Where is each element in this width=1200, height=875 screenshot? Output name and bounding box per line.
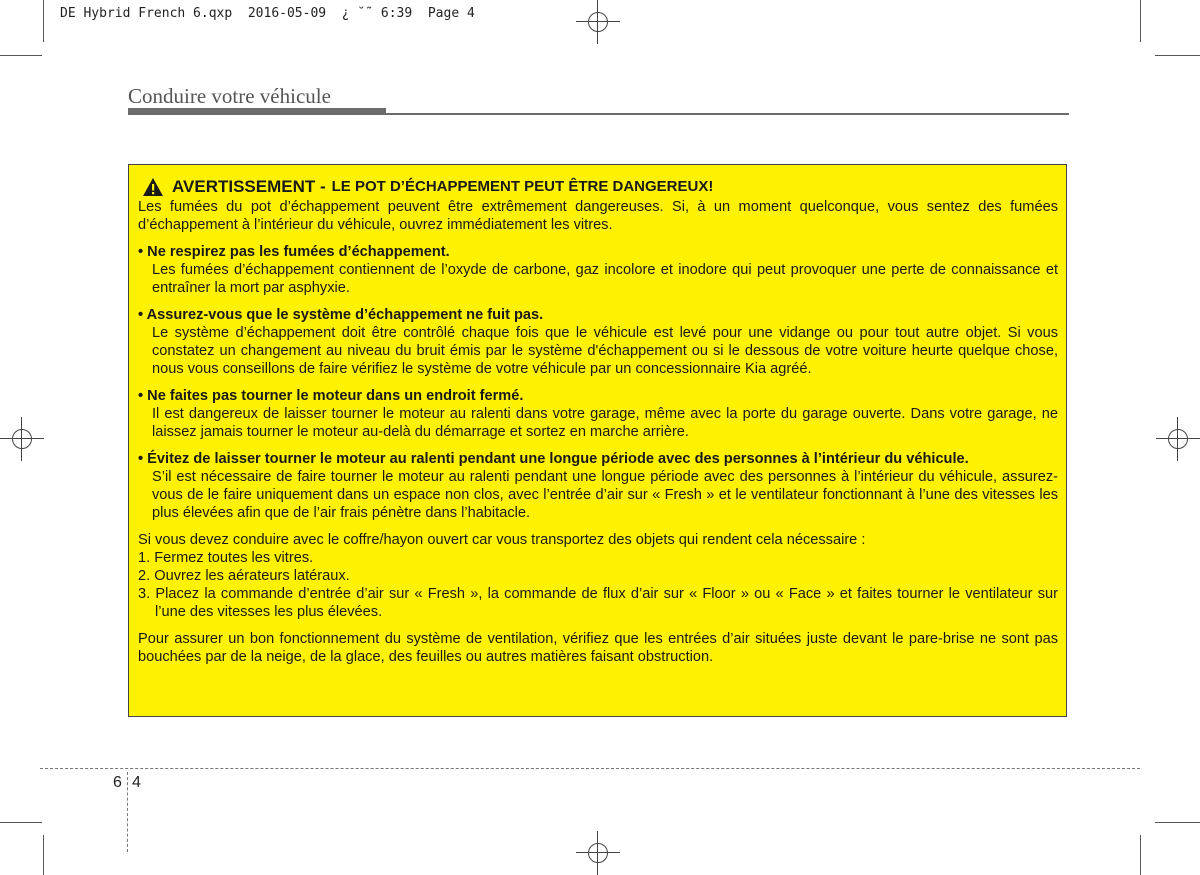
section-title: Conduire votre véhicule [128, 84, 331, 108]
footer-dashed-rule [40, 768, 1140, 769]
warning-title [142, 176, 1058, 198]
warning-box [128, 164, 1067, 717]
step-item: 1. Fermez toutes les vitres. [138, 550, 314, 566]
section-title-rule-thin [386, 113, 1069, 115]
crop-mark-bottom-right-v [1140, 835, 1141, 875]
registration-mark-left [10, 427, 34, 451]
step-item: 3. Placez la commande d’entrée d’air sur « Fresh », la commande de flux d’air sur « Floor » ou « Face » et faites tourner le ventilateur sur l’une des vitesses les plus élevées. [138, 586, 1058, 620]
bullet-body: Les fumées d’échappement contiennent de l’oxyde de carbone, gaz incolore et inodore qui peut provoquer une perte de connaissance et entraîner la mort par asphyxie. [152, 262, 1058, 296]
warning-triangle-icon [142, 177, 164, 197]
bullet-heading: • Ne faites pas tourner le moteur dans un endroit fermé. [138, 388, 524, 404]
chapter-number: 6 [113, 774, 122, 791]
bullet-body: Il est dangereux de laisser tourner le moteur au ralenti dans votre garage, même avec la porte du garage ouverte. Dans votre garage, ne laissez jamais tourner le moteur au-delà du démarrage et sortez en marche arrière. [152, 406, 1058, 440]
crop-mark-top-left-h [0, 55, 42, 56]
registration-mark-right [1166, 427, 1190, 451]
warning-intro: Les fumées du pot d’échappement peuvent être extrêmement dangereuses. Si, à un moment quelconque, vous sentez des fumées d’échappement à l’intérieur du véhicule, ouvrez immédiatement les vitres. [138, 199, 1058, 233]
bullet-body: S’il est nécessaire de faire tourner le moteur au ralenti pendant une longue période avec des personnes à l’intérieur du véhicule, assurez-vous de le faire uniquement dans un espace non clos, avec l’entrée d’air sur « Fresh » et le ventilateur fonctionnant à l’une des vitesses les plus élevées afin que de l’air frais pénètre dans l’habitacle. [152, 469, 1058, 521]
crop-mark-top-right-h [1155, 55, 1200, 56]
steps-intro: Si vous devez conduire avec le coffre/hayon ouvert car vous transportez des objets qui rendent cela nécessaire : [138, 532, 866, 548]
crop-mark-bottom-left-h [0, 822, 42, 823]
bullet-heading: • Assurez-vous que le système d’échappement ne fuit pas. [138, 307, 544, 323]
print-slug: DE Hybrid French 6.qxp 2016-05-09 ¿ ˘˜ 6:39 Page 4 [60, 6, 475, 21]
crop-mark-top-right-v [1140, 0, 1141, 42]
crop-mark-bottom-right-h [1155, 822, 1200, 823]
page-number: 4 [132, 774, 141, 791]
warning-title-tail: LE POT D’ÉCHAPPEMENT PEUT ÊTRE DANGEREUX! [331, 178, 714, 195]
bullet-heading: • Évitez de laisser tourner le moteur au ralenti pendant une longue période avec des personnes à l’intérieur du véhicule. [138, 451, 969, 467]
bullet-heading: • Ne respirez pas les fumées d’échappement. [138, 244, 450, 260]
registration-mark-bottom [586, 841, 610, 865]
crop-mark-top-left-v [43, 0, 44, 42]
bullet-body: Le système d’échappement doit être contrôlé chaque fois que le véhicule est levé pour une vidange ou pour tout autre objet. Si vous constatez un changement au niveau du bruit émis par le système d'échappement ou si le dessous de votre voiture heurte quelque chose, nous vous conseillons de faire vérifiez le système de votre véhicule par un concessionnaire Kia agréé. [152, 325, 1058, 377]
page-number-separator [127, 772, 128, 852]
registration-mark-top [586, 10, 610, 34]
warning-closing: Pour assurer un bon fonctionnement du système de ventilation, vérifiez que les entrées d’air situées juste devant le pare-brise ne sont pas bouchées par de la neige, de la glace, des feuilles ou autres matières faisant obstruction. [138, 631, 1058, 665]
step-item: 2. Ouvrez les aérateurs latéraux. [138, 568, 350, 584]
section-title-rule-thick [128, 108, 386, 115]
crop-mark-bottom-left-v [43, 835, 44, 875]
warning-title-main: AVERTISSEMENT - [172, 177, 326, 196]
